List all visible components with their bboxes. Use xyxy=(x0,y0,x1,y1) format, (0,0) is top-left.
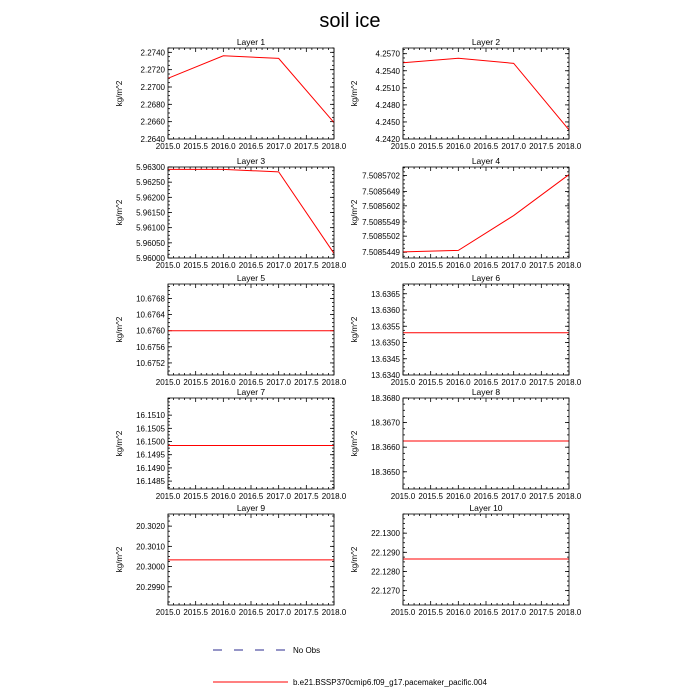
y-tick-label: 4.2480 xyxy=(375,100,400,110)
panel-layer-8 xyxy=(350,387,582,501)
x-tick-label: 2015.0 xyxy=(155,608,181,617)
legend xyxy=(213,646,487,687)
x-tick-label: 2016.5 xyxy=(238,378,264,387)
y-axis xyxy=(136,399,334,488)
panel-layer-5 xyxy=(115,273,347,387)
y-tick-label: 2.2640 xyxy=(140,135,165,144)
y-tick-label: 20.2990 xyxy=(136,582,165,592)
x-tick-label: 2016.5 xyxy=(473,608,499,617)
y-axis xyxy=(141,48,334,144)
y-axis-label: kg/m^2 xyxy=(115,80,124,107)
panel-title: Layer 4 xyxy=(471,156,501,166)
panel-title: Layer 2 xyxy=(471,37,501,47)
y-axis-label: kg/m^2 xyxy=(350,199,359,226)
x-tick-label: 2016.5 xyxy=(238,142,264,151)
panel-title: Layer 10 xyxy=(469,503,503,513)
x-tick-label: 2017.0 xyxy=(501,378,526,387)
x-tick-label: 2017.0 xyxy=(266,492,291,501)
x-tick-label: 2016.5 xyxy=(238,492,264,501)
legend-label: b.e21.BSSP370cmip6.f09_g17.pacemaker_pacific.004 xyxy=(293,678,487,687)
x-tick-label: 2017.5 xyxy=(529,261,554,270)
y-tick-label: 16.1490 xyxy=(136,463,165,473)
y-tick-label: 10.6764 xyxy=(136,310,165,320)
legend-label: No Obs xyxy=(293,646,321,655)
x-tick-label: 2015.5 xyxy=(418,492,443,501)
x-axis xyxy=(391,284,582,387)
x-tick-label: 2018.0 xyxy=(556,608,582,617)
panel-layer-10 xyxy=(350,503,582,617)
x-tick-label: 2016.0 xyxy=(211,378,236,387)
y-axis xyxy=(136,163,334,263)
x-tick-label: 2017.0 xyxy=(501,608,526,617)
x-tick-label: 2018.0 xyxy=(556,142,582,151)
x-axis xyxy=(391,48,582,151)
y-tick-label: 22.1270 xyxy=(371,586,400,596)
panel-grid xyxy=(115,37,582,617)
y-tick-label: 5.96000 xyxy=(136,254,165,263)
plot-frame xyxy=(403,284,569,375)
y-tick-label: 20.3010 xyxy=(136,542,165,552)
series-line xyxy=(168,56,334,123)
y-axis-label: kg/m^2 xyxy=(350,430,359,457)
x-tick-label: 2015.5 xyxy=(418,142,443,151)
panel-layer-2 xyxy=(350,37,582,151)
y-axis xyxy=(376,49,569,144)
x-tick-label: 2018.0 xyxy=(321,608,347,617)
x-tick-label: 2015.0 xyxy=(155,378,181,387)
x-tick-label: 2017.0 xyxy=(266,608,291,617)
y-tick-label: 2.2660 xyxy=(140,117,165,127)
y-tick-label: 18.3660 xyxy=(371,443,400,453)
x-tick-label: 2016.0 xyxy=(446,492,471,501)
panel-title: Layer 5 xyxy=(236,273,266,283)
y-tick-label: 7.5085502 xyxy=(362,232,400,242)
y-tick-label: 4.2420 xyxy=(375,135,400,144)
x-tick-label: 2015.5 xyxy=(418,261,443,270)
y-tick-label: 13.6340 xyxy=(371,371,400,380)
y-tick-label: 4.2450 xyxy=(375,117,400,127)
x-axis xyxy=(156,514,347,617)
x-axis xyxy=(156,284,347,387)
y-tick-label: 10.6760 xyxy=(136,326,165,336)
plot-frame xyxy=(168,167,334,258)
y-tick-label: 18.3650 xyxy=(371,467,400,477)
y-axis-label: kg/m^2 xyxy=(115,199,124,226)
x-tick-label: 2018.0 xyxy=(556,261,582,270)
y-tick-label: 13.6360 xyxy=(371,306,400,315)
y-axis-label: kg/m^2 xyxy=(115,316,124,343)
y-axis-label: kg/m^2 xyxy=(350,316,359,343)
plot-frame xyxy=(403,48,569,139)
panel-title: Layer 6 xyxy=(471,273,501,283)
panel-title: Layer 1 xyxy=(236,37,266,47)
x-tick-label: 2016.5 xyxy=(238,608,264,617)
x-tick-label: 2016.0 xyxy=(446,261,471,270)
x-tick-label: 2015.5 xyxy=(183,608,208,617)
y-tick-label: 4.2510 xyxy=(375,83,400,93)
series-line xyxy=(168,169,334,253)
y-tick-label: 16.1500 xyxy=(136,437,165,447)
x-tick-label: 2015.5 xyxy=(183,261,208,270)
y-tick-label: 7.5085649 xyxy=(362,187,400,197)
x-tick-label: 2016.0 xyxy=(211,492,236,501)
y-tick-label: 18.3680 xyxy=(371,394,400,403)
panel-layer-6 xyxy=(350,273,582,387)
y-axis-label: kg/m^2 xyxy=(115,430,124,457)
y-tick-label: 20.3020 xyxy=(136,522,165,532)
y-tick-label: 13.6365 xyxy=(371,289,400,299)
y-tick-label: 22.1290 xyxy=(371,548,400,558)
y-tick-label: 20.3000 xyxy=(136,562,165,572)
x-tick-label: 2017.5 xyxy=(294,261,319,270)
x-tick-label: 2018.0 xyxy=(556,378,582,387)
panel-layer-1 xyxy=(115,37,347,151)
series-line xyxy=(403,58,569,130)
x-tick-label: 2017.5 xyxy=(529,608,554,617)
x-tick-label: 2017.0 xyxy=(266,378,291,387)
panel-layer-7 xyxy=(115,387,347,501)
y-tick-label: 5.96050 xyxy=(136,238,165,248)
panel-title: Layer 7 xyxy=(236,387,266,397)
plot-frame xyxy=(403,167,569,258)
plot-frame xyxy=(403,398,569,489)
x-tick-label: 2017.5 xyxy=(294,378,319,387)
panel-layer-3 xyxy=(115,156,347,270)
x-axis xyxy=(391,167,582,270)
x-tick-label: 2017.5 xyxy=(529,142,554,151)
figure-title: soil ice xyxy=(319,10,381,32)
plot-frame xyxy=(168,284,334,375)
y-tick-label: 13.6350 xyxy=(371,338,400,348)
y-tick-label: 2.2680 xyxy=(140,100,165,110)
y-tick-label: 4.2570 xyxy=(375,49,400,59)
y-tick-label: 7.5085549 xyxy=(362,217,400,227)
y-tick-label: 5.96300 xyxy=(136,163,165,172)
x-tick-label: 2016.5 xyxy=(238,261,264,270)
y-tick-label: 10.6768 xyxy=(136,294,165,304)
y-tick-label: 18.3670 xyxy=(371,418,400,428)
x-tick-label: 2017.0 xyxy=(501,261,526,270)
y-tick-label: 5.96200 xyxy=(136,193,165,203)
x-tick-label: 2015.0 xyxy=(155,142,181,151)
y-tick-label: 4.2540 xyxy=(375,66,400,76)
x-tick-label: 2017.0 xyxy=(266,261,291,270)
x-tick-label: 2016.0 xyxy=(211,261,236,270)
y-tick-label: 5.96250 xyxy=(136,178,165,188)
x-axis xyxy=(156,167,347,270)
y-tick-label: 7.5085449 xyxy=(362,248,400,258)
x-tick-label: 2016.0 xyxy=(446,378,471,387)
x-tick-label: 2018.0 xyxy=(321,142,347,151)
x-tick-label: 2015.0 xyxy=(390,492,416,501)
y-axis-label: kg/m^2 xyxy=(350,546,359,573)
y-tick-label: 5.96100 xyxy=(136,223,165,233)
y-axis-label: kg/m^2 xyxy=(350,80,359,107)
x-tick-label: 2016.0 xyxy=(211,142,236,151)
x-tick-label: 2016.5 xyxy=(473,492,499,501)
x-tick-label: 2016.0 xyxy=(446,142,471,151)
x-tick-label: 2016.0 xyxy=(446,608,471,617)
plot-frame xyxy=(168,398,334,489)
x-tick-label: 2018.0 xyxy=(556,492,582,501)
y-tick-label: 16.1495 xyxy=(136,450,165,460)
y-tick-label: 10.6752 xyxy=(136,358,165,368)
x-tick-label: 2015.0 xyxy=(155,492,181,501)
panel-title: Layer 8 xyxy=(471,387,501,397)
panel-title: Layer 3 xyxy=(236,156,266,166)
x-axis xyxy=(156,398,347,501)
series-line xyxy=(403,175,569,252)
x-tick-label: 2017.0 xyxy=(266,142,291,151)
y-axis xyxy=(371,514,569,600)
panel-layer-9 xyxy=(115,503,347,617)
x-axis xyxy=(391,398,582,501)
x-axis xyxy=(391,514,582,617)
panel-layer-4 xyxy=(350,156,582,270)
x-tick-label: 2015.5 xyxy=(183,378,208,387)
x-tick-label: 2016.5 xyxy=(473,142,499,151)
y-tick-label: 2.2720 xyxy=(140,65,165,75)
x-tick-label: 2015.5 xyxy=(418,378,443,387)
y-tick-label: 10.6756 xyxy=(136,342,165,352)
y-tick-label: 22.1300 xyxy=(371,529,400,539)
x-tick-label: 2016.5 xyxy=(473,261,499,270)
x-axis xyxy=(156,48,347,151)
x-tick-label: 2015.5 xyxy=(418,608,443,617)
x-tick-label: 2017.5 xyxy=(529,378,554,387)
y-axis xyxy=(136,516,334,602)
x-tick-label: 2018.0 xyxy=(321,261,347,270)
x-tick-label: 2015.0 xyxy=(390,261,416,270)
x-tick-label: 2017.5 xyxy=(294,492,319,501)
y-tick-label: 16.1510 xyxy=(136,411,165,421)
y-tick-label: 2.2700 xyxy=(140,83,165,92)
x-tick-label: 2017.5 xyxy=(294,142,319,151)
x-tick-label: 2018.0 xyxy=(321,492,347,501)
panel-title: Layer 9 xyxy=(236,503,266,513)
y-tick-label: 16.1505 xyxy=(136,424,165,434)
x-tick-label: 2015.0 xyxy=(390,378,416,387)
x-tick-label: 2016.0 xyxy=(211,608,236,617)
x-tick-label: 2015.0 xyxy=(390,608,416,617)
y-tick-label: 13.6345 xyxy=(371,354,400,364)
y-tick-label: 7.5085702 xyxy=(362,171,400,181)
y-tick-label: 7.5085602 xyxy=(362,201,400,211)
y-axis xyxy=(362,168,569,257)
x-tick-label: 2017.5 xyxy=(529,492,554,501)
x-tick-label: 2017.5 xyxy=(294,608,319,617)
x-tick-label: 2016.5 xyxy=(473,378,499,387)
y-tick-label: 5.96150 xyxy=(136,208,165,218)
y-tick-label: 2.2740 xyxy=(140,48,165,58)
x-tick-label: 2015.0 xyxy=(155,261,181,270)
y-tick-label: 16.1485 xyxy=(136,477,165,487)
y-tick-label: 13.6355 xyxy=(371,322,400,332)
y-tick-label: 22.1280 xyxy=(371,567,400,577)
y-axis-label: kg/m^2 xyxy=(115,546,124,573)
x-tick-label: 2015.5 xyxy=(183,492,208,501)
x-tick-label: 2017.0 xyxy=(501,492,526,501)
y-axis xyxy=(371,394,569,484)
x-tick-label: 2015.5 xyxy=(183,142,208,151)
x-tick-label: 2018.0 xyxy=(321,378,347,387)
x-tick-label: 2017.0 xyxy=(501,142,526,151)
x-tick-label: 2015.0 xyxy=(390,142,416,151)
